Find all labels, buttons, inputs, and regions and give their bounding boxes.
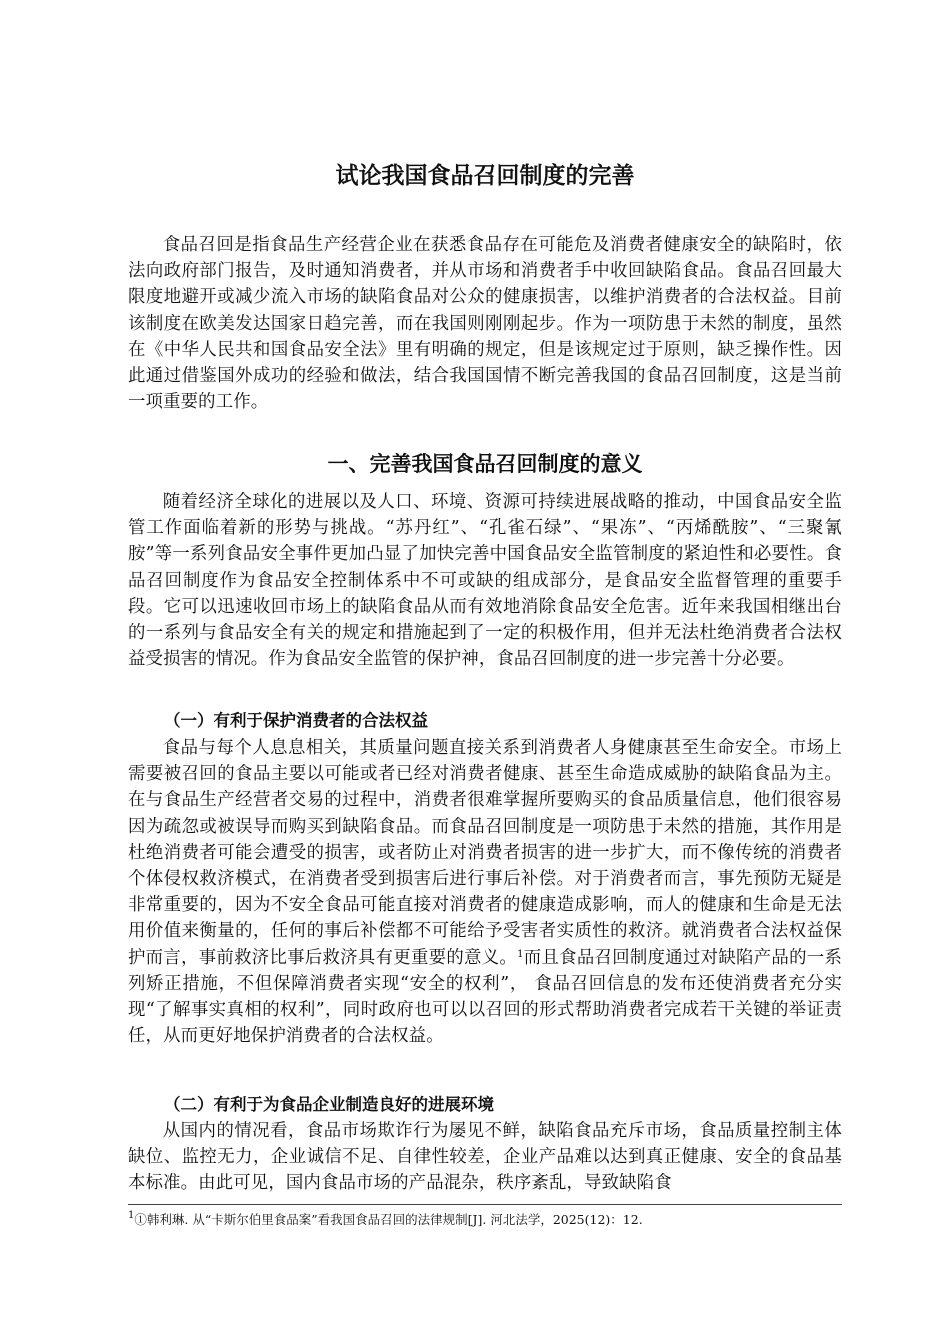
paragraph-text-before-note: 食品与每个人息息相关，其质量问题直接关系到消费者人身健康甚至生命安全。市场上需要被召回的食品主要以可能或者已经对消费者健康、甚至生命造成威胁的缺陷食品为主。在与食品生产经营者交易的过程中，消费者很难掌握所要购买的食品质量信息，他们很容易因为疏忽或被误导而购买到缺陷食品。而食品召回制度是一项防患于未然的措施，其作用是杜绝消费者可能会遭受的损害，或者防止对消费者损害的进一步扩大，而不像传统的消费者个体侵权救济模式，在消费者受到损害后进行事后补偿。对于消费者而言，事先预防无疑是非常重要的，因为不安全食品可能直接对消费者的健康造成影响，而人的健康和生命是无法用价值来衡量的，任何的事后补偿都不可能给予受害者实质性的救济。就消费者合法权益保护而言，事前救济比事后救济具有更重要的意义。 (128, 738, 842, 968)
footnote-marker: 1 (128, 1210, 135, 1221)
footnote (128, 1211, 842, 1229)
subsection-heading-1: （一）有利于保护消费者的合法权益 (164, 711, 428, 730)
intro-paragraph: 食品召回是指食品生产经营企业在获悉食品存在可能危及消费者健康安全的缺陷时，依法向政府部门报告，及时通知消费者，并从市场和消费者手中收回缺陷食品。食品召回最大限度地避开或减少流入市场的缺陷食品对公众的健康损害，以维护消费者的合法权益。目前该制度在欧美发达国家日趋完善，而在我国则刚刚起步。作为一项防患于未然的制度，虽然在《中华人民共和国食品安全法》里有明确的规定，但是该规定过于原则，缺乏操作性。因此通过借鉴国外成功的经验和做法，结合我国国情不断完善我国的食品召回制度，这是当前一项重要的工作。 (128, 235, 842, 413)
paragraph-text-after-note: 而且食品召回制度通过对缺陷产品的一系列矫正措施，不但保障消费者实现“安全的权利”， 食品召回信息的发布还使消费者充分实现“了解事实真相的权利”，同时政府也可以以召回的形式帮助消费者完成若干关键的举证责任，从而更好地保护消费者的合法权益。 (128, 947, 843, 1047)
footnote-reference: 1 (517, 948, 524, 960)
subsection-paragraph-2: 从国内的情况看，食品市场欺诈行为屡见不鲜，缺陷食品充斥市场，食品质量控制主体缺位、监控无力，企业诚信不足、自律性较差，企业产品难以达到真正健康、安全的食品基本标准。由此可见，国内食品市场的产品混杂，秩序紊乱，导致缺陷食 (128, 1121, 842, 1194)
document-title: 试论我国食品召回制度的完善 (335, 163, 635, 189)
section-paragraph: 随着经济全球化的进展以及人口、环境、资源可持续进展战略的推动，中国食品安全监管工作面临着新的形势与挑战。“苏丹红”、“孔雀石绿”、“果冻”、“丙烯酰胺”、“三聚氰胺”等一系列食品安全事件更加凸显了加快完善中国食品安全监管制度的紧迫性和必要性。食品召回制度作为食品安全控制体系中不可或缺的组成部分，是食品安全监督管理的重要手段。它可以迅速收回市场上的缺陷食品从而有效地消除食品安全危害。近年来我国相继出台的一系列与食品安全有关的规定和措施起到了一定的积极作用，但并无法杜绝消费者合法权益受损害的情况。作为食品安全监管的保护神，食品召回制度的进一步完善十分必要。 (128, 492, 842, 670)
footnote-text: ①韩利琳. 从“卡斯尔伯里食品案”看我国食品召回的法律规制[J]. 河北法学，2025(12)：12. (134, 1212, 643, 1227)
subsection-paragraph-1 (128, 735, 842, 1049)
section-heading: 一、完善我国食品召回制度的意义 (327, 452, 643, 476)
footnote-divider (128, 1204, 842, 1205)
subsection-heading-2: （二）有利于为食品企业制造良好的进展环境 (164, 1095, 494, 1114)
